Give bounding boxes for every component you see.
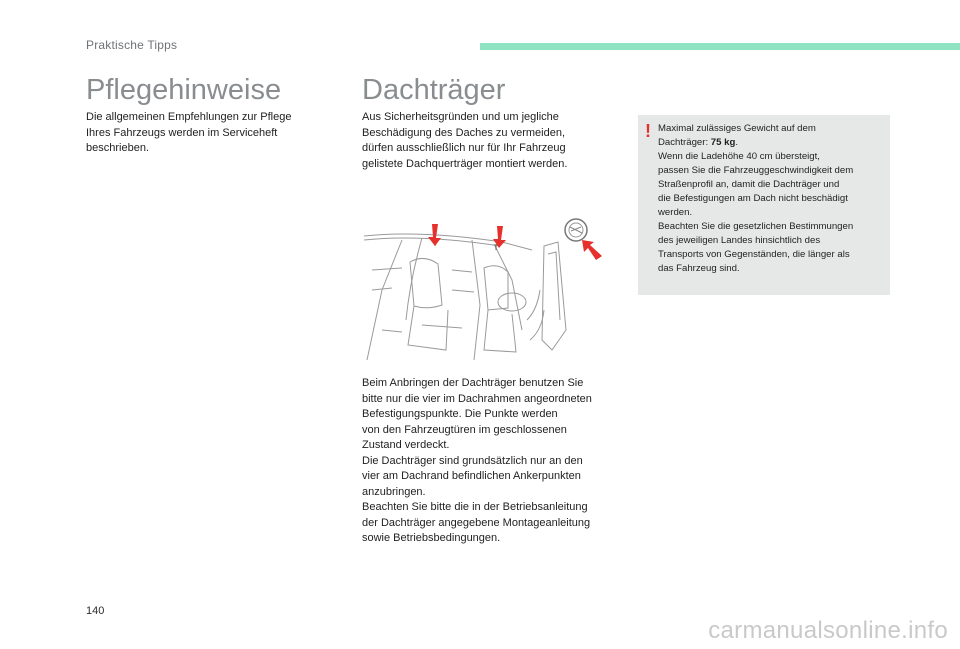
exclamation-icon: ! bbox=[645, 121, 651, 141]
warning-line: Maximal zulässiges Gewicht auf dem bbox=[658, 123, 816, 134]
title-pflegehinweise: Pflegehinweise bbox=[86, 74, 282, 106]
text-line: sowie Betriebsbedingungen. bbox=[362, 532, 501, 544]
max-weight-value: 75 kg bbox=[710, 137, 736, 148]
text-line: gelistete Dachquerträger montiert werden. bbox=[362, 157, 568, 170]
text-line: vier am Dachrand befindlichen Ankerpunkten bbox=[362, 470, 581, 482]
car-roof-mounting-points-illustration bbox=[362, 210, 612, 370]
text-line: Ihres Fahrzeugs werden im Serviceheft bbox=[86, 126, 278, 139]
pflegehinweise-text bbox=[86, 110, 326, 157]
warning-line: passen Sie die Fahrzeuggeschwindigkeit dem bbox=[658, 165, 854, 176]
page-number: 140 bbox=[86, 605, 105, 617]
warning-line: Transports von Gegenständen, die länger als bbox=[658, 249, 850, 260]
warning-line: Straßenprofil an, damit die Dachträger und bbox=[658, 179, 840, 190]
warning-line: Beachten Sie die gesetzlichen Bestimmungen bbox=[658, 221, 854, 232]
text-line: anzubringen. bbox=[362, 485, 426, 498]
title-dachtraeger: Dachträger bbox=[362, 74, 506, 106]
text-line: dürfen ausschließlich nur für Ihr Fahrzeug bbox=[362, 142, 566, 154]
text-line: Beachten Sie bitte die in der Betriebsanleitung bbox=[362, 501, 588, 513]
header-accent-bar bbox=[480, 43, 960, 50]
warning-line: des jeweiligen Landes hinsichtlich des bbox=[658, 235, 821, 246]
text-line: beschrieben. bbox=[86, 142, 149, 154]
text-line: Befestigungspunkte. Die Punkte werden bbox=[362, 408, 558, 420]
warning-line: Wenn die Ladehöhe 40 cm übersteigt, bbox=[658, 151, 820, 162]
text-line: Die allgemeinen Empfehlungen zur Pflege bbox=[86, 111, 292, 123]
dachtraeger-intro bbox=[362, 110, 612, 172]
text-line: Aus Sicherheitsgründen und um jegliche bbox=[362, 111, 559, 123]
text-line: der Dachträger angegebene Montageanleitung bbox=[362, 516, 591, 529]
text-line: von den Fahrzeugtüren im geschlossenen bbox=[362, 423, 567, 436]
warning-line: die Befestigungen am Dach nicht beschädigt bbox=[658, 193, 848, 204]
warning-line: werden. bbox=[658, 207, 693, 218]
text-line: bitte nur die vier im Dachrahmen angeordneten bbox=[362, 392, 592, 405]
watermark: carmanualsonline.info bbox=[708, 617, 948, 644]
warning-label: Dachträger: bbox=[658, 137, 711, 148]
warning-text bbox=[658, 122, 888, 276]
section-label: Praktische Tipps bbox=[86, 38, 178, 52]
dachtraeger-body bbox=[362, 376, 620, 547]
text-line: Beim Anbringen der Dachträger benutzen Sie bbox=[362, 377, 584, 389]
warning-line: das Fahrzeug sind. bbox=[658, 263, 740, 274]
warning-line bbox=[658, 136, 888, 150]
text-line: Die Dachträger sind grundsätzlich nur an den bbox=[362, 454, 583, 467]
text-line: Beschädigung des Daches zu vermeiden, bbox=[362, 126, 566, 139]
warning-punct: . bbox=[735, 137, 739, 148]
text-line: Zustand verdeckt. bbox=[362, 439, 450, 451]
